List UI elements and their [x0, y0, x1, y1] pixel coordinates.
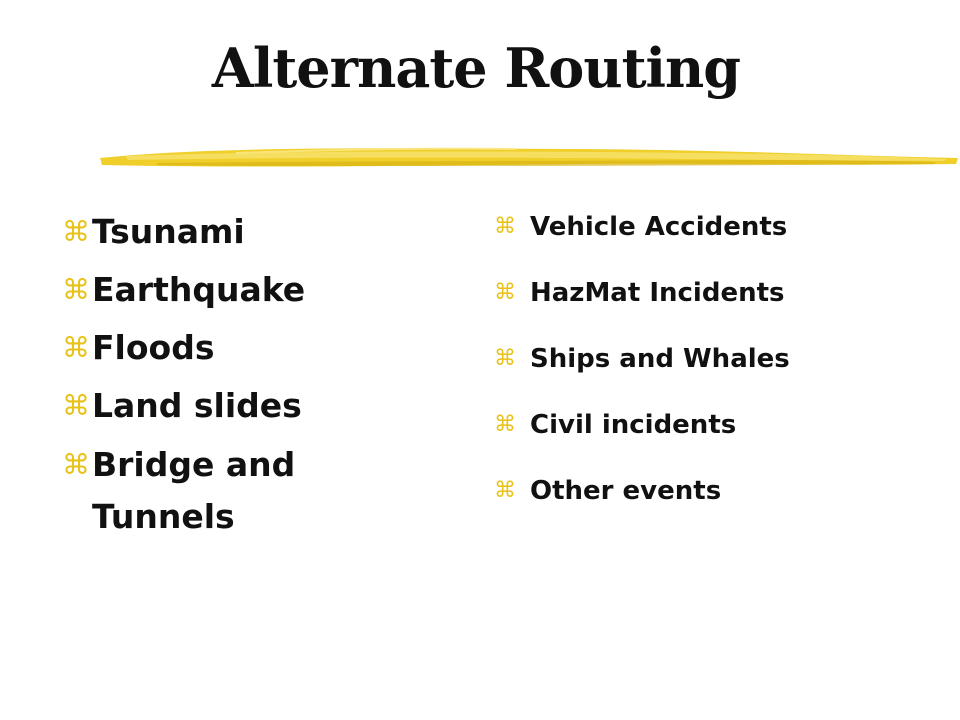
- bullet-icon: ⌘: [494, 280, 516, 305]
- bullet-icon: ⌘: [62, 331, 90, 364]
- list-item: [494, 339, 934, 379]
- right-bullet-list: [494, 207, 934, 537]
- bullet-icon: ⌘: [62, 389, 90, 422]
- list-item: [494, 207, 934, 247]
- list-item-label: Floods: [92, 328, 215, 367]
- list-item-label: Vehicle Accidents: [530, 212, 788, 242]
- bullet-icon: ⌘: [494, 478, 516, 503]
- list-item-label: Ships and Whales: [530, 344, 790, 374]
- list-item-label: Tsunami: [92, 212, 245, 251]
- list-item: [494, 405, 934, 445]
- list-item: [494, 471, 934, 511]
- list-item-label: Earthquake: [92, 270, 306, 309]
- bullet-icon: ⌘: [62, 273, 90, 306]
- bullet-icon: ⌘: [494, 412, 516, 437]
- list-item-label: Civil incidents: [530, 410, 737, 440]
- bullet-icon: ⌘: [62, 448, 90, 481]
- list-item-label: Bridge and Tunnels: [92, 445, 296, 536]
- list-item: [62, 265, 442, 315]
- list-item-label: Other events: [530, 476, 722, 506]
- list-item: [62, 207, 442, 257]
- list-item-label: Land slides: [92, 386, 302, 425]
- list-item: [62, 381, 442, 431]
- list-item: [494, 273, 934, 313]
- list-item: [62, 439, 442, 543]
- bullet-icon: ⌘: [494, 346, 516, 371]
- list-item: [62, 323, 442, 373]
- brush-stroke-divider: [96, 136, 960, 176]
- left-bullet-list: [62, 207, 442, 551]
- list-item-label: HazMat Incidents: [530, 278, 785, 308]
- slide-title: Alternate Routing: [211, 36, 741, 100]
- bullet-icon: ⌘: [62, 215, 90, 248]
- bullet-icon: ⌘: [494, 214, 516, 239]
